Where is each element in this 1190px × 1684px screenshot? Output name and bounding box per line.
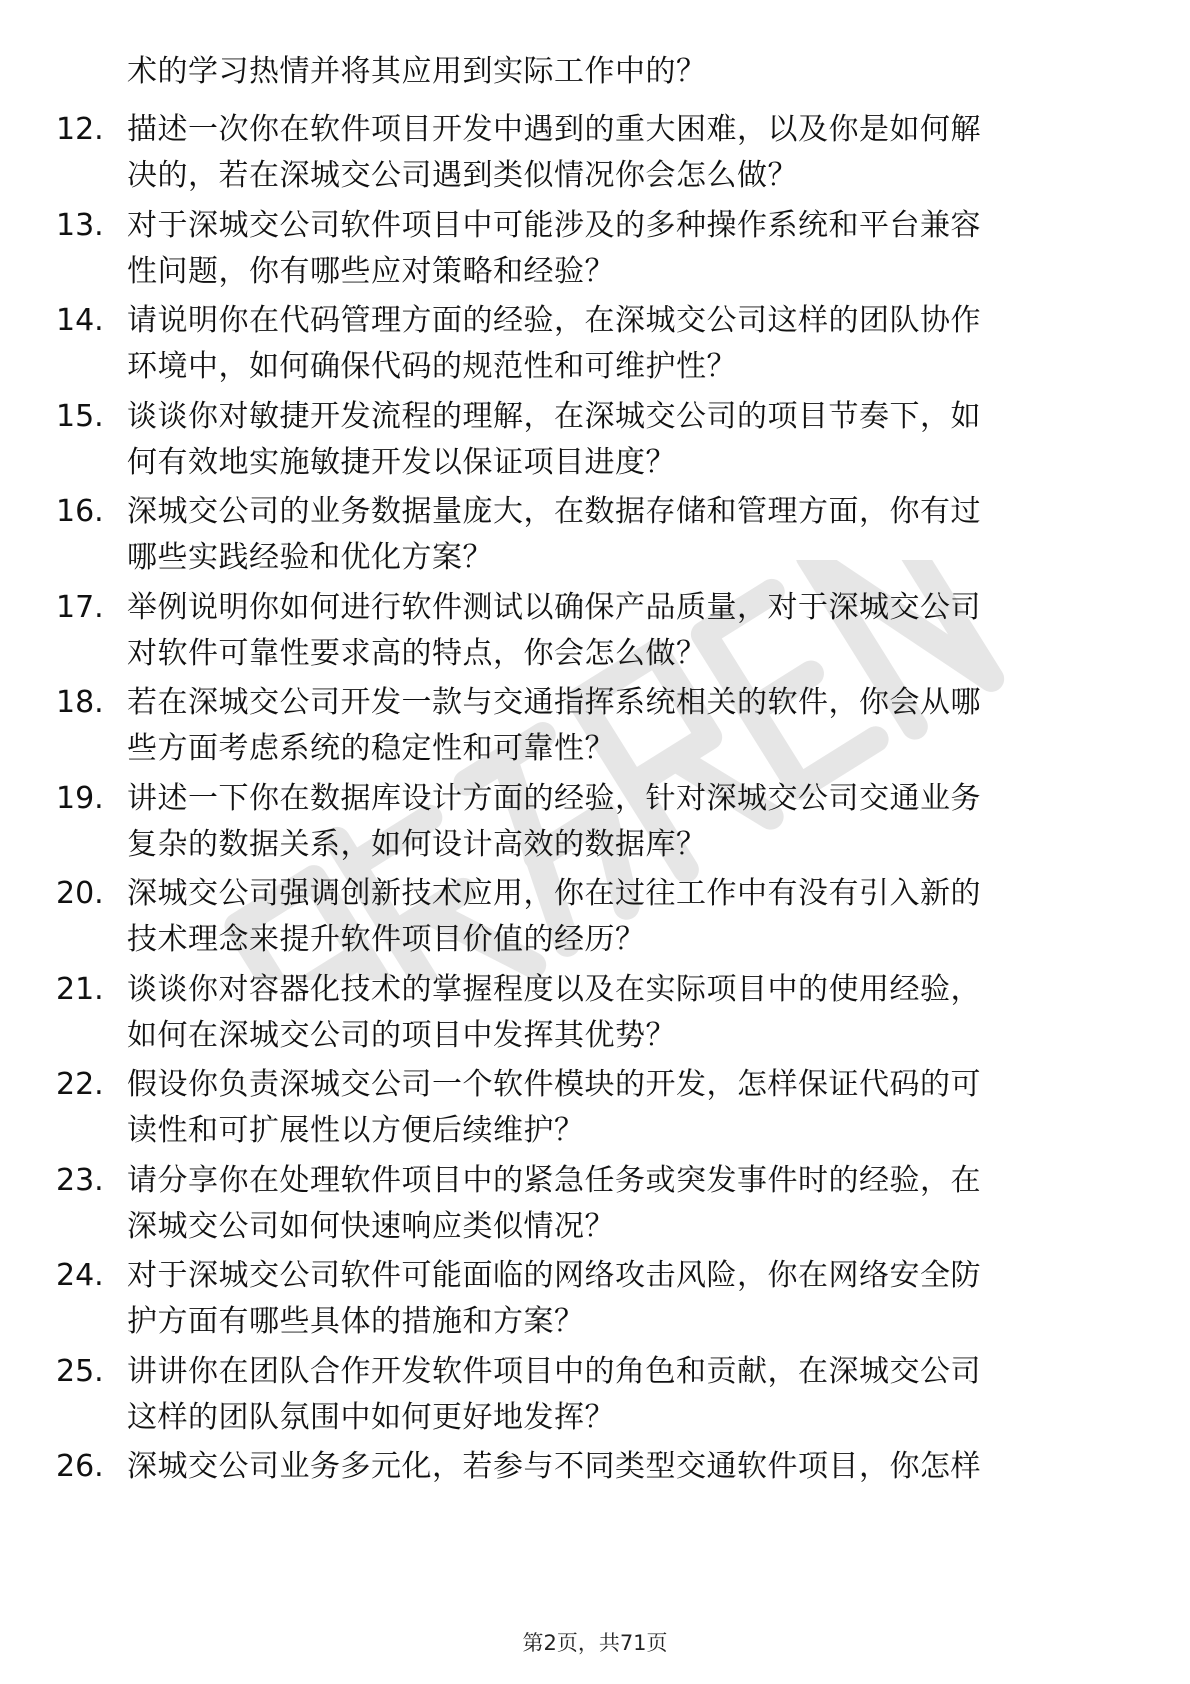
question-text-line-1: 举例说明你如何进行软件测试以确保产品质量，对于深城交公司	[127, 590, 981, 625]
question-number: 12.	[56, 112, 104, 147]
question-text-line-2: 如何在深城交公司的项目中发挥其优势？	[127, 1018, 676, 1053]
question-number: 22.	[56, 1067, 104, 1102]
question-text-line-1: 对于深城交公司软件可能面临的网络攻击风险，你在网络安全防	[127, 1258, 981, 1293]
question-number: 26.	[56, 1449, 104, 1484]
continued-question-line: 术的学习热情并将其应用到实际工作中的？	[127, 54, 707, 89]
question-text-line-2: 决的，若在深城交公司遇到类似情况你会怎么做？	[127, 158, 798, 193]
question-number: 23.	[56, 1163, 104, 1198]
question-text-line-1: 谈谈你对敏捷开发流程的理解，在深城交公司的项目节奏下，如	[127, 399, 981, 434]
question-number: 24.	[56, 1258, 104, 1293]
question-number: 20.	[56, 876, 104, 911]
question-number: 16.	[56, 494, 104, 529]
question-text-line-1: 请分享你在处理软件项目中的紧急任务或突发事件时的经验，在	[127, 1163, 981, 1198]
question-text-line-1: 深城交公司业务多元化，若参与不同类型交通软件项目，你怎样	[127, 1449, 981, 1484]
question-item	[0, 1157, 1190, 1257]
question-item	[0, 1348, 1190, 1448]
question-item	[0, 1061, 1190, 1161]
question-number: 13.	[56, 208, 104, 243]
question-text-line-2: 环境中，如何确保代码的规范性和可维护性？	[127, 349, 737, 384]
question-item	[0, 106, 1190, 206]
question-item	[0, 966, 1190, 1066]
question-text-line-1: 假设你负责深城交公司一个软件模块的开发，怎样保证代码的可	[127, 1067, 981, 1102]
question-text-line-2: 哪些实践经验和优化方案？	[127, 540, 493, 575]
question-item	[0, 1252, 1190, 1352]
question-item	[0, 202, 1190, 302]
question-item	[0, 870, 1190, 970]
page-number-footer: 第2页，共71页	[522, 1631, 668, 1655]
question-number: 14.	[56, 303, 104, 338]
question-number: 21.	[56, 972, 104, 1007]
question-item	[0, 488, 1190, 588]
question-text-line-1: 对于深城交公司软件项目中可能涉及的多种操作系统和平台兼容	[127, 208, 981, 243]
question-number: 18.	[56, 685, 104, 720]
question-item	[0, 297, 1190, 397]
question-text-line-2: 复杂的数据关系，如何设计高效的数据库？	[127, 827, 707, 862]
question-text-line-1: 谈谈你对容器化技术的掌握程度以及在实际项目中的使用经验，	[127, 972, 981, 1007]
question-text-line-1: 若在深城交公司开发一款与交通指挥系统相关的软件，你会从哪	[127, 685, 981, 720]
question-text-line-2: 对软件可靠性要求高的特点，你会怎么做？	[127, 636, 707, 671]
question-text-line-1: 讲讲你在团队合作开发软件项目中的角色和贡献，在深城交公司	[127, 1354, 981, 1389]
question-text-line-2: 何有效地实施敏捷开发以保证项目进度？	[127, 445, 676, 480]
question-text-line-1: 深城交公司的业务数据量庞大，在数据存储和管理方面，你有过	[127, 494, 981, 529]
question-text-line-2: 深城交公司如何快速响应类似情况？	[127, 1209, 615, 1244]
question-item	[0, 393, 1190, 493]
question-text-line-2: 性问题，你有哪些应对策略和经验？	[127, 254, 615, 289]
question-text-line-1: 描述一次你在软件项目开发中遇到的重大困难，以及你是如何解	[127, 112, 981, 147]
question-text-line-2: 这样的团队氛围中如何更好地发挥？	[127, 1400, 615, 1435]
question-item	[0, 679, 1190, 779]
question-text-line-2: 护方面有哪些具体的措施和方案？	[127, 1304, 585, 1339]
question-item	[0, 775, 1190, 875]
question-number: 15.	[56, 399, 104, 434]
question-text-line-1: 请说明你在代码管理方面的经验，在深城交公司这样的团队协作	[127, 303, 981, 338]
question-text-line-2: 些方面考虑系统的稳定性和可靠性？	[127, 731, 615, 766]
question-number: 25.	[56, 1354, 104, 1389]
question-text-line-2: 读性和可扩展性以方便后续维护？	[127, 1113, 585, 1148]
question-item	[0, 1443, 1190, 1543]
question-number: 17.	[56, 590, 104, 625]
question-text-line-1: 深城交公司强调创新技术应用，你在过往工作中有没有引入新的	[127, 876, 981, 911]
question-text-line-2: 技术理念来提升软件项目价值的经历？	[127, 922, 646, 957]
question-number: 19.	[56, 781, 104, 816]
question-item	[0, 584, 1190, 684]
question-text-line-1: 讲述一下你在数据库设计方面的经验，针对深城交公司交通业务	[127, 781, 981, 816]
